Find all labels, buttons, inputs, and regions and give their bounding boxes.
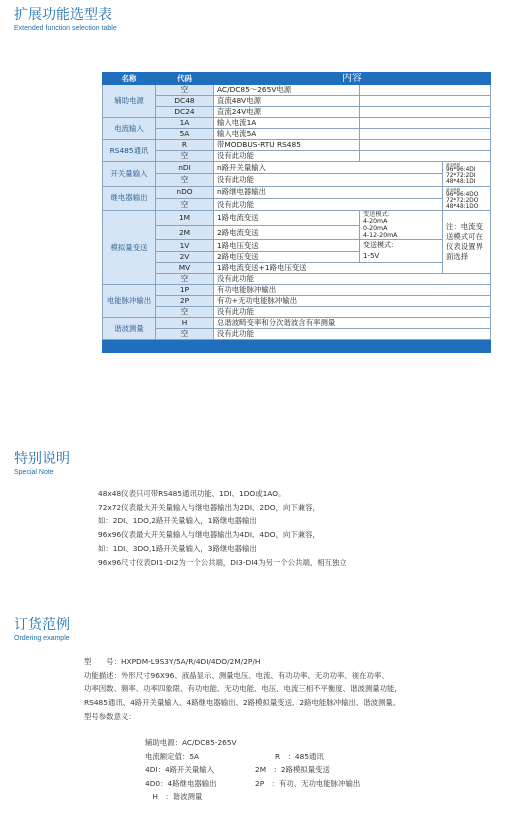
table-row [103, 211, 491, 226]
code-cell: 空 [156, 198, 214, 210]
section-subtitle-ordering-example: Ordering example [14, 635, 70, 642]
code-cell: nDO [156, 186, 214, 198]
table-row [103, 107, 491, 118]
current-mode-line: 0-20mA [363, 224, 388, 232]
desc-cell: 直流24V电源 [214, 107, 360, 118]
table-row [103, 174, 491, 186]
voltage-mode-line: 1-5V [363, 252, 380, 261]
section-title-ordering-example: 订货范例 [14, 617, 70, 633]
code-cell: 2P [156, 296, 214, 307]
di-note-head: 最多路数 [446, 163, 461, 167]
code-cell: 1V [156, 240, 214, 252]
empty-cell [360, 85, 491, 96]
desc-cell: 1路电流变送+1路电压变送 [214, 263, 443, 274]
di-note-line: 72*72:2DI [446, 173, 476, 180]
di-max-note [443, 162, 491, 187]
footer-cell [103, 340, 491, 353]
code-cell: 空 [156, 307, 214, 318]
param-left: 4DI：4路开关量输入 [145, 765, 215, 774]
code-cell: 空 [156, 174, 214, 186]
group-cell: 继电器输出 [103, 186, 156, 211]
code-cell: DC24 [156, 107, 214, 118]
table-row [103, 129, 491, 140]
group-cell: RS485通讯 [103, 140, 156, 162]
group-cell: 开关量输入 [103, 162, 156, 187]
param-left: H ：谐波测量 [145, 792, 203, 801]
code-cell: 2M [156, 225, 214, 240]
table-row [103, 140, 491, 151]
param-right: 2P ：有功、无功电能脉冲输出 [255, 778, 361, 788]
current-mode-line: 4-20mA [363, 218, 388, 226]
code-cell: 空 [156, 151, 214, 162]
section-title-special-note: 特别说明 [14, 451, 70, 467]
header-content: 内容 [214, 73, 491, 85]
desc-cell: 没有此功能 [214, 329, 491, 340]
table-row [103, 296, 491, 307]
do-note-line: 48*48:1DO [446, 204, 479, 211]
current-mode-cell [360, 211, 443, 240]
table-row [103, 285, 491, 296]
table-row [103, 274, 491, 285]
code-cell: R [156, 140, 214, 151]
empty-cell [360, 96, 491, 107]
code-cell: H [156, 318, 214, 329]
table-row [103, 118, 491, 129]
desc-cell: 2路电流变送 [214, 225, 360, 240]
di-note-line: 96*96:4DI [446, 167, 476, 173]
order-line: 型 号：HXPDM-L9S3Y/5A/R/4DI/4DO/2M/2P/H [84, 657, 261, 666]
param-right: R ：485通讯 [275, 751, 324, 761]
order-line: RS485通讯、4路开关量输入、4路继电器输出、2路模拟量变送、2路电能脉冲输出、谐波测量。 [84, 698, 401, 708]
special-note-body [98, 487, 347, 569]
desc-cell: 输入电流1A [214, 118, 360, 129]
desc-cell: 带MODBUS-RTU RS485 [214, 140, 360, 151]
desc-cell: n路开关量输入 [214, 162, 443, 174]
code-cell: 1P [156, 285, 214, 296]
code-cell: 2V [156, 251, 214, 263]
empty-cell [360, 140, 491, 151]
table-row [103, 263, 491, 274]
header-name: 名称 [103, 73, 156, 85]
empty-cell [360, 129, 491, 140]
code-cell: nDI [156, 162, 214, 174]
section-title-selection-table: 扩展功能选型表 [14, 7, 112, 23]
di-note-line: 48*48:1DI [446, 179, 476, 186]
header-code: 代码 [156, 73, 214, 85]
transmit-note: 注：电流变送模式可在仪表设置界面选择 [443, 211, 491, 274]
desc-cell: 没有此功能 [214, 151, 360, 162]
table-footer-bar [103, 340, 491, 353]
table-row [103, 162, 491, 174]
empty-cell [360, 118, 491, 129]
desc-cell: 1路电压变送 [214, 240, 360, 252]
group-cell: 电流输入 [103, 118, 156, 140]
order-line: 型号参数意义： [84, 711, 136, 721]
desc-cell: 2路电压变送 [214, 251, 360, 263]
current-mode-head: 变送模式: [363, 211, 390, 219]
do-note-line: 96*96:4DO [446, 191, 479, 198]
code-cell: 空 [156, 85, 214, 96]
order-line: 功率因数、频率、功率四象限、有功电能、无功电能、电压、电流三相不平衡度、谐波测量功能， [84, 684, 402, 694]
group-cell: 模拟量变送 [103, 211, 156, 285]
group-cell: 辅助电源 [103, 85, 156, 118]
section-subtitle-special-note: Special Note [14, 469, 54, 476]
voltage-mode-cell [360, 240, 443, 263]
note-line: 96x96仪表最大开关量输入与继电器输出为4DI、4DO，向下兼容， [98, 530, 320, 540]
desc-cell: 直流48V电源 [214, 96, 360, 107]
section-subtitle-selection-table: Extended function selection table [14, 25, 117, 32]
extended-function-table [102, 72, 491, 353]
desc-cell: 没有此功能 [214, 307, 491, 318]
param-left: 电流额定值：5A [145, 751, 200, 761]
desc-cell: 有功电能脉冲输出 [214, 285, 491, 296]
do-max-note [443, 186, 491, 211]
code-cell: 1M [156, 211, 214, 226]
note-line: 48x48仪表只可带RS485通讯功能、1DI、1DO或1AO。 [98, 489, 286, 498]
group-cell: 电能脉冲输出 [103, 285, 156, 318]
ordering-example-body [84, 655, 402, 724]
code-cell: 空 [156, 274, 214, 285]
code-cell: 1A [156, 118, 214, 129]
desc-cell: 没有此功能 [214, 274, 491, 285]
note-line: 96x96尺寸仪表DI1-DI2为一个公共端，DI3-DI4为另一个公共端，相互独立 [98, 557, 347, 567]
table-row [103, 240, 491, 252]
order-line: 功能描述：外形尺寸96X96、液晶显示、测量电压、电流、有功功率、无功功率、视在功率、 [84, 670, 389, 680]
code-cell: MV [156, 263, 214, 274]
table-row [103, 198, 491, 210]
do-note-line: 72*72:2DO [446, 197, 479, 204]
desc-cell: 输入电流5A [214, 129, 360, 140]
table-row [103, 96, 491, 107]
desc-cell: AC/DC85～265V电源 [214, 85, 360, 96]
param-left: 辅助电源：AC/DC85-265V [145, 738, 237, 747]
table-row [103, 186, 491, 198]
current-mode-line: 4-12-20mA [363, 231, 398, 239]
note-line: 72x72仪表最大开关量输入与继电器输出为2DI、2DO，向下兼容， [98, 502, 320, 512]
code-cell: 5A [156, 129, 214, 140]
desc-cell: 1路电流变送 [214, 211, 360, 226]
do-note-head: 最多路数 [446, 187, 461, 192]
table-row [103, 307, 491, 318]
group-cell: 谐波测量 [103, 318, 156, 340]
empty-cell [360, 151, 491, 162]
note-line: 如：2DI、1DO,2路开关量输入，1路继电器输出 [98, 516, 257, 526]
code-cell: 空 [156, 329, 214, 340]
table-row [103, 85, 491, 96]
table-row [103, 151, 491, 162]
desc-cell: 有功+无功电能脉冲输出 [214, 296, 491, 307]
table-row [103, 318, 491, 329]
param-left: 4D0：4路继电器输出 [145, 778, 217, 788]
code-cell: DC48 [156, 96, 214, 107]
desc-cell: 没有此功能 [214, 198, 443, 210]
voltage-mode-head: 变送模式: [363, 241, 394, 250]
desc-cell: n路继电器输出 [214, 186, 443, 198]
empty-cell [360, 107, 491, 118]
table-row [103, 329, 491, 340]
desc-cell: 总谐波畸变率和分次谐波含有率测量 [214, 318, 491, 329]
desc-cell: 没有此功能 [214, 174, 443, 186]
param-right: 2M ：2路模拟量变送 [255, 765, 330, 774]
note-line: 如：1DI、3DO,1路开关量输入，3路继电器输出 [98, 543, 257, 553]
